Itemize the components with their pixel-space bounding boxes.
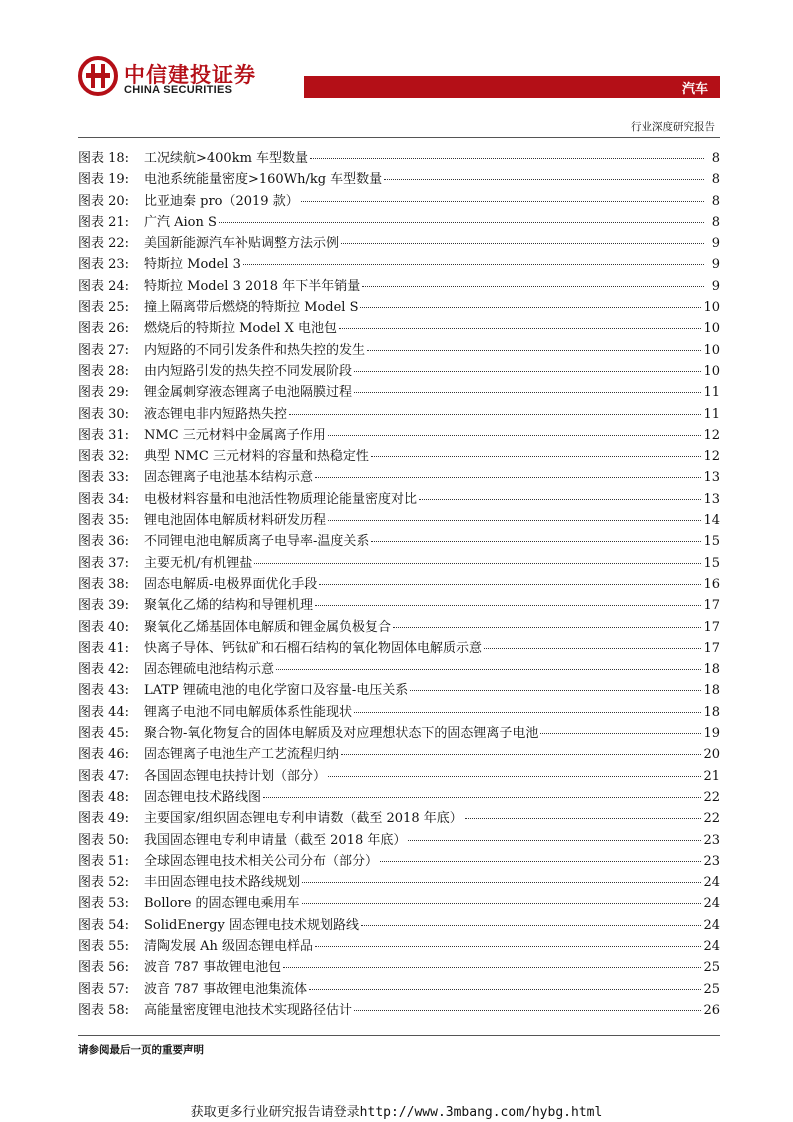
figure-title: 固态锂离子电池生产工艺流程归纳 [144, 747, 340, 763]
dot-leader [254, 563, 701, 564]
toc-row[interactable] [78, 872, 720, 893]
page-number: 10 [703, 342, 720, 358]
figure-number: 图表 55: [78, 938, 130, 954]
figure-title: NMC 三元材料中金属离子作用 [144, 427, 326, 443]
figure-number: 图表 18: [78, 151, 130, 166]
toc-row[interactable] [78, 510, 720, 531]
dot-leader [341, 243, 704, 244]
toc-row[interactable] [78, 191, 720, 212]
dot-leader [419, 499, 701, 500]
figure-title: 聚合物-氧化物复合的固体电解质及对应理想状态下的固态锂离子电池 [144, 726, 539, 742]
toc-row[interactable] [78, 787, 720, 808]
footer-divider [78, 1035, 720, 1036]
figure-title: 清陶发展 Ah 级固态锂电样品 [144, 938, 314, 954]
figure-title: 波音 787 事故锂电池包 [144, 960, 282, 976]
figure-number: 图表 32: [78, 449, 130, 465]
dot-leader [301, 201, 704, 202]
page-number: 17 [703, 640, 720, 656]
figure-title: SolidEnergy 固态锂电技术规划路线 [144, 917, 359, 933]
figure-number: 图表 20: [78, 193, 130, 209]
dot-leader [315, 477, 701, 478]
figure-title: 我国固态锂电专利申请量（截至 2018 年底） [144, 832, 407, 848]
figure-number: 图表 58: [78, 1002, 130, 1018]
figure-title: 波音 787 事故锂电池集流体 [144, 981, 308, 997]
figure-number: 图表 31: [78, 427, 130, 443]
toc-row[interactable] [78, 148, 720, 169]
dot-leader [319, 584, 701, 585]
figure-number: 图表 33: [78, 470, 130, 486]
page-number: 8 [711, 214, 720, 230]
figure-number: 图表 56: [78, 960, 130, 976]
dot-leader [465, 818, 702, 819]
figure-number: 图表 21: [78, 214, 130, 230]
figure-title: 高能量密度锂电池技术实现路径估计 [144, 1002, 353, 1018]
header-red-bar [304, 76, 720, 98]
figure-title: 内短路的不同引发条件和热失控的发生 [144, 342, 366, 358]
toc-row[interactable] [78, 340, 720, 361]
page-number: 23 [703, 853, 720, 869]
figure-title: 主要国家/组织固态锂电专利申请数（截至 2018 年底） [144, 811, 463, 827]
dot-leader [484, 648, 701, 649]
figure-title: 电池系统能量密度>160Wh/kg 车型数量 [144, 172, 383, 188]
page-number: 13 [703, 470, 720, 486]
page-number: 9 [711, 257, 720, 273]
dot-leader [354, 1010, 701, 1011]
figure-title: 聚氧化乙烯的结构和导锂机理 [144, 598, 314, 614]
toc-row[interactable] [78, 233, 720, 254]
page-number: 10 [703, 321, 720, 337]
dot-leader [380, 861, 701, 862]
figure-title: 聚氧化乙烯基固体电解质和锂金属负极复合 [144, 619, 392, 635]
toc-row[interactable] [78, 553, 720, 574]
dot-leader [302, 903, 702, 904]
dot-leader [276, 669, 701, 670]
page-number: 24 [703, 917, 720, 933]
page-number: 8 [711, 172, 720, 188]
toc-row[interactable] [78, 680, 720, 701]
dot-leader [354, 712, 701, 713]
toc-row[interactable] [78, 382, 720, 403]
figure-number: 图表 39: [78, 598, 130, 614]
disclaimer-note: 请参阅最后一页的重要声明 [78, 1044, 204, 1056]
dot-leader [339, 328, 701, 329]
figure-title: 各国固态锂电扶持计划（部分） [144, 768, 327, 784]
figure-title: 全球固态锂电技术相关公司分布（部分） [144, 853, 379, 869]
page-number: 17 [703, 619, 720, 635]
toc-row[interactable] [78, 659, 720, 680]
figure-number: 图表 53: [78, 896, 130, 912]
page-number: 19 [703, 726, 720, 742]
figure-title: 特斯拉 Model 3 [144, 257, 241, 273]
brand-name-en: CHINA SECURITIES [124, 84, 233, 96]
figure-title: 不同锂电池电解质离子电导率-温度关系 [144, 534, 370, 550]
figure-number: 图表 26: [78, 321, 130, 337]
header-divider [78, 137, 720, 138]
page-number: 24 [703, 875, 720, 891]
figure-title: 液态锂电非内短路热失控 [144, 406, 288, 422]
figure-number: 图表 49: [78, 811, 130, 827]
dot-leader [408, 840, 701, 841]
dot-leader [328, 776, 701, 777]
figure-title: 撞上隔离带后燃烧的特斯拉 Model S [144, 300, 359, 316]
china-securities-logo-icon [78, 56, 118, 96]
figure-title: 固态锂硫电池结构示意 [144, 662, 275, 678]
page-number: 12 [703, 427, 720, 443]
dot-leader [219, 222, 704, 223]
toc-row[interactable] [78, 276, 720, 297]
toc-row[interactable] [78, 936, 720, 957]
dot-leader [367, 350, 701, 351]
dot-leader [360, 307, 701, 308]
dot-leader [315, 605, 701, 606]
dot-leader [410, 690, 701, 691]
page-number: 15 [703, 555, 720, 571]
figure-title: 丰田固态锂电技术路线规划 [144, 875, 301, 891]
page-number: 18 [703, 704, 720, 720]
dot-leader [328, 435, 702, 436]
page-number: 18 [703, 662, 720, 678]
toc-row[interactable] [78, 531, 720, 552]
toc-row[interactable] [78, 1000, 720, 1021]
figure-number: 图表 41: [78, 640, 130, 656]
dot-leader [371, 456, 702, 457]
figure-index [78, 148, 720, 1021]
download-link[interactable]: 获取更多行业研究报告请登录http://www.3mbang.com/hybg.html [190, 1105, 603, 1120]
dot-leader [362, 286, 704, 287]
figure-number: 图表 43: [78, 683, 130, 699]
dot-leader [263, 797, 701, 798]
page-number: 15 [703, 534, 720, 550]
figure-number: 图表 29: [78, 385, 130, 401]
page-header [78, 56, 720, 100]
toc-row[interactable] [78, 957, 720, 978]
dot-leader [310, 158, 704, 159]
figure-number: 图表 19: [78, 172, 130, 188]
page-number: 13 [703, 491, 720, 507]
toc-row[interactable] [78, 425, 720, 446]
toc-row[interactable] [78, 574, 720, 595]
figure-number: 图表 57: [78, 981, 130, 997]
dot-leader [540, 733, 701, 734]
figure-title: 固态锂离子电池基本结构示意 [144, 470, 314, 486]
figure-title: 固态锂电技术路线图 [144, 789, 262, 805]
toc-row[interactable] [78, 467, 720, 488]
toc-row[interactable] [78, 808, 720, 829]
toc-row[interactable] [78, 766, 720, 787]
page-number: 14 [703, 513, 720, 529]
figure-title: 特斯拉 Model 3 2018 年下半年销量 [144, 278, 361, 294]
figure-number: 图表 23: [78, 257, 130, 273]
figure-title: 广汽 Aion S [144, 214, 217, 230]
figure-title: 比亚迪秦 pro（2019 款） [144, 193, 299, 209]
page-number: 17 [703, 598, 720, 614]
figure-title: LATP 锂硫电池的电化学窗口及容量-电压关系 [144, 683, 409, 699]
page-number: 8 [711, 193, 720, 209]
dot-leader [302, 882, 701, 883]
dot-leader [243, 264, 704, 265]
page-number: 18 [703, 683, 720, 699]
toc-row[interactable] [78, 744, 720, 765]
figure-number: 图表 27: [78, 342, 130, 358]
figure-title: 锂电池固体电解质材料研发历程 [144, 513, 327, 529]
page-number: 11 [703, 406, 720, 422]
toc-row[interactable] [78, 212, 720, 233]
dot-leader [371, 541, 701, 542]
toc-row[interactable] [78, 851, 720, 872]
page-number: 22 [703, 789, 720, 805]
figure-title: 典型 NMC 三元材料的容量和热稳定性 [144, 449, 369, 465]
figure-title: 锂离子电池不同电解质体系性能现状 [144, 704, 353, 720]
dot-leader [393, 627, 701, 628]
toc-row[interactable] [78, 638, 720, 659]
figure-title: 由内短路引发的热失控不同发展阶段 [144, 363, 353, 379]
figure-title: 固态电解质-电极界面优化手段 [144, 576, 318, 592]
page-number: 11 [703, 385, 720, 401]
toc-row[interactable] [78, 979, 720, 1000]
toc-row[interactable] [78, 893, 720, 914]
dot-leader [354, 392, 701, 393]
figure-number: 图表 48: [78, 789, 130, 805]
toc-row[interactable] [78, 702, 720, 723]
figure-title: 快离子导体、钙钛矿和石榴石结构的氧化物固体电解质示意 [144, 640, 483, 656]
page-number: 10 [703, 300, 720, 316]
brand-name-cn: 中信建投证券 [124, 64, 256, 87]
figure-number: 图表 47: [78, 768, 130, 784]
figure-number: 图表 44: [78, 704, 130, 720]
figure-number: 图表 46: [78, 747, 130, 763]
toc-row[interactable] [78, 254, 720, 275]
toc-row[interactable] [78, 297, 720, 318]
figure-number: 图表 36: [78, 534, 130, 550]
page-number: 25 [703, 981, 720, 997]
toc-row[interactable] [78, 361, 720, 382]
page-number: 24 [703, 938, 720, 954]
section-label: 汽车 [681, 81, 708, 96]
toc-row[interactable] [78, 915, 720, 936]
page-number: 24 [703, 896, 720, 912]
figure-title: 主要无机/有机锂盐 [144, 555, 253, 571]
figure-number: 图表 25: [78, 300, 130, 316]
page-number: 20 [703, 747, 720, 763]
report-type: 行业深度研究报告 [631, 121, 715, 133]
page-number: 26 [703, 1002, 720, 1018]
toc-row[interactable] [78, 830, 720, 851]
figure-number: 图表 37: [78, 555, 130, 571]
figure-number: 图表 24: [78, 278, 130, 294]
toc-row[interactable] [78, 169, 720, 190]
dot-leader [309, 989, 701, 990]
figure-number: 图表 51: [78, 853, 130, 869]
figure-number: 图表 35: [78, 513, 130, 529]
figure-title: 电极材料容量和电池活性物质理论能量密度对比 [144, 491, 418, 507]
figure-number: 图表 30: [78, 406, 130, 422]
toc-row[interactable] [78, 617, 720, 638]
page-number: 12 [703, 449, 720, 465]
dot-leader [289, 414, 701, 415]
figure-number: 图表 22: [78, 236, 130, 252]
dot-leader [354, 371, 701, 372]
dot-leader [283, 967, 701, 968]
page-number: 8 [711, 151, 720, 166]
toc-row[interactable] [78, 404, 720, 425]
figure-number: 图表 42: [78, 662, 130, 678]
toc-row[interactable] [78, 595, 720, 616]
page-number: 21 [703, 768, 720, 784]
dot-leader [384, 179, 704, 180]
figure-title: 燃烧后的特斯拉 Model X 电池包 [144, 321, 337, 337]
figure-title: 美国新能源汽车补贴调整方法示例 [144, 236, 340, 252]
page-number: 22 [703, 811, 720, 827]
figure-title: Bollore 的固态锂电乘用车 [144, 896, 300, 912]
figure-number: 图表 50: [78, 832, 130, 848]
toc-row[interactable] [78, 318, 720, 339]
figure-number: 图表 34: [78, 491, 130, 507]
page-number: 23 [703, 832, 720, 848]
figure-number: 图表 38: [78, 576, 130, 592]
figure-number: 图表 54: [78, 917, 130, 933]
figure-number: 图表 40: [78, 619, 130, 635]
page-number: 9 [711, 236, 720, 252]
page-number: 10 [703, 363, 720, 379]
figure-title: 工况续航>400km 车型数量 [144, 151, 309, 166]
dot-leader [341, 754, 701, 755]
figure-number: 图表 45: [78, 726, 130, 742]
toc-row[interactable] [78, 489, 720, 510]
toc-row[interactable] [78, 446, 720, 467]
page-number: 16 [703, 576, 720, 592]
dot-leader [361, 925, 702, 926]
figure-number: 图表 28: [78, 363, 130, 379]
figure-number: 图表 52: [78, 875, 130, 891]
toc-row[interactable] [78, 723, 720, 744]
dot-leader [328, 520, 701, 521]
page-number: 25 [703, 960, 720, 976]
figure-title: 锂金属刺穿液态锂离子电池隔膜过程 [144, 385, 353, 401]
dot-leader [315, 946, 701, 947]
page-number: 9 [711, 278, 720, 294]
